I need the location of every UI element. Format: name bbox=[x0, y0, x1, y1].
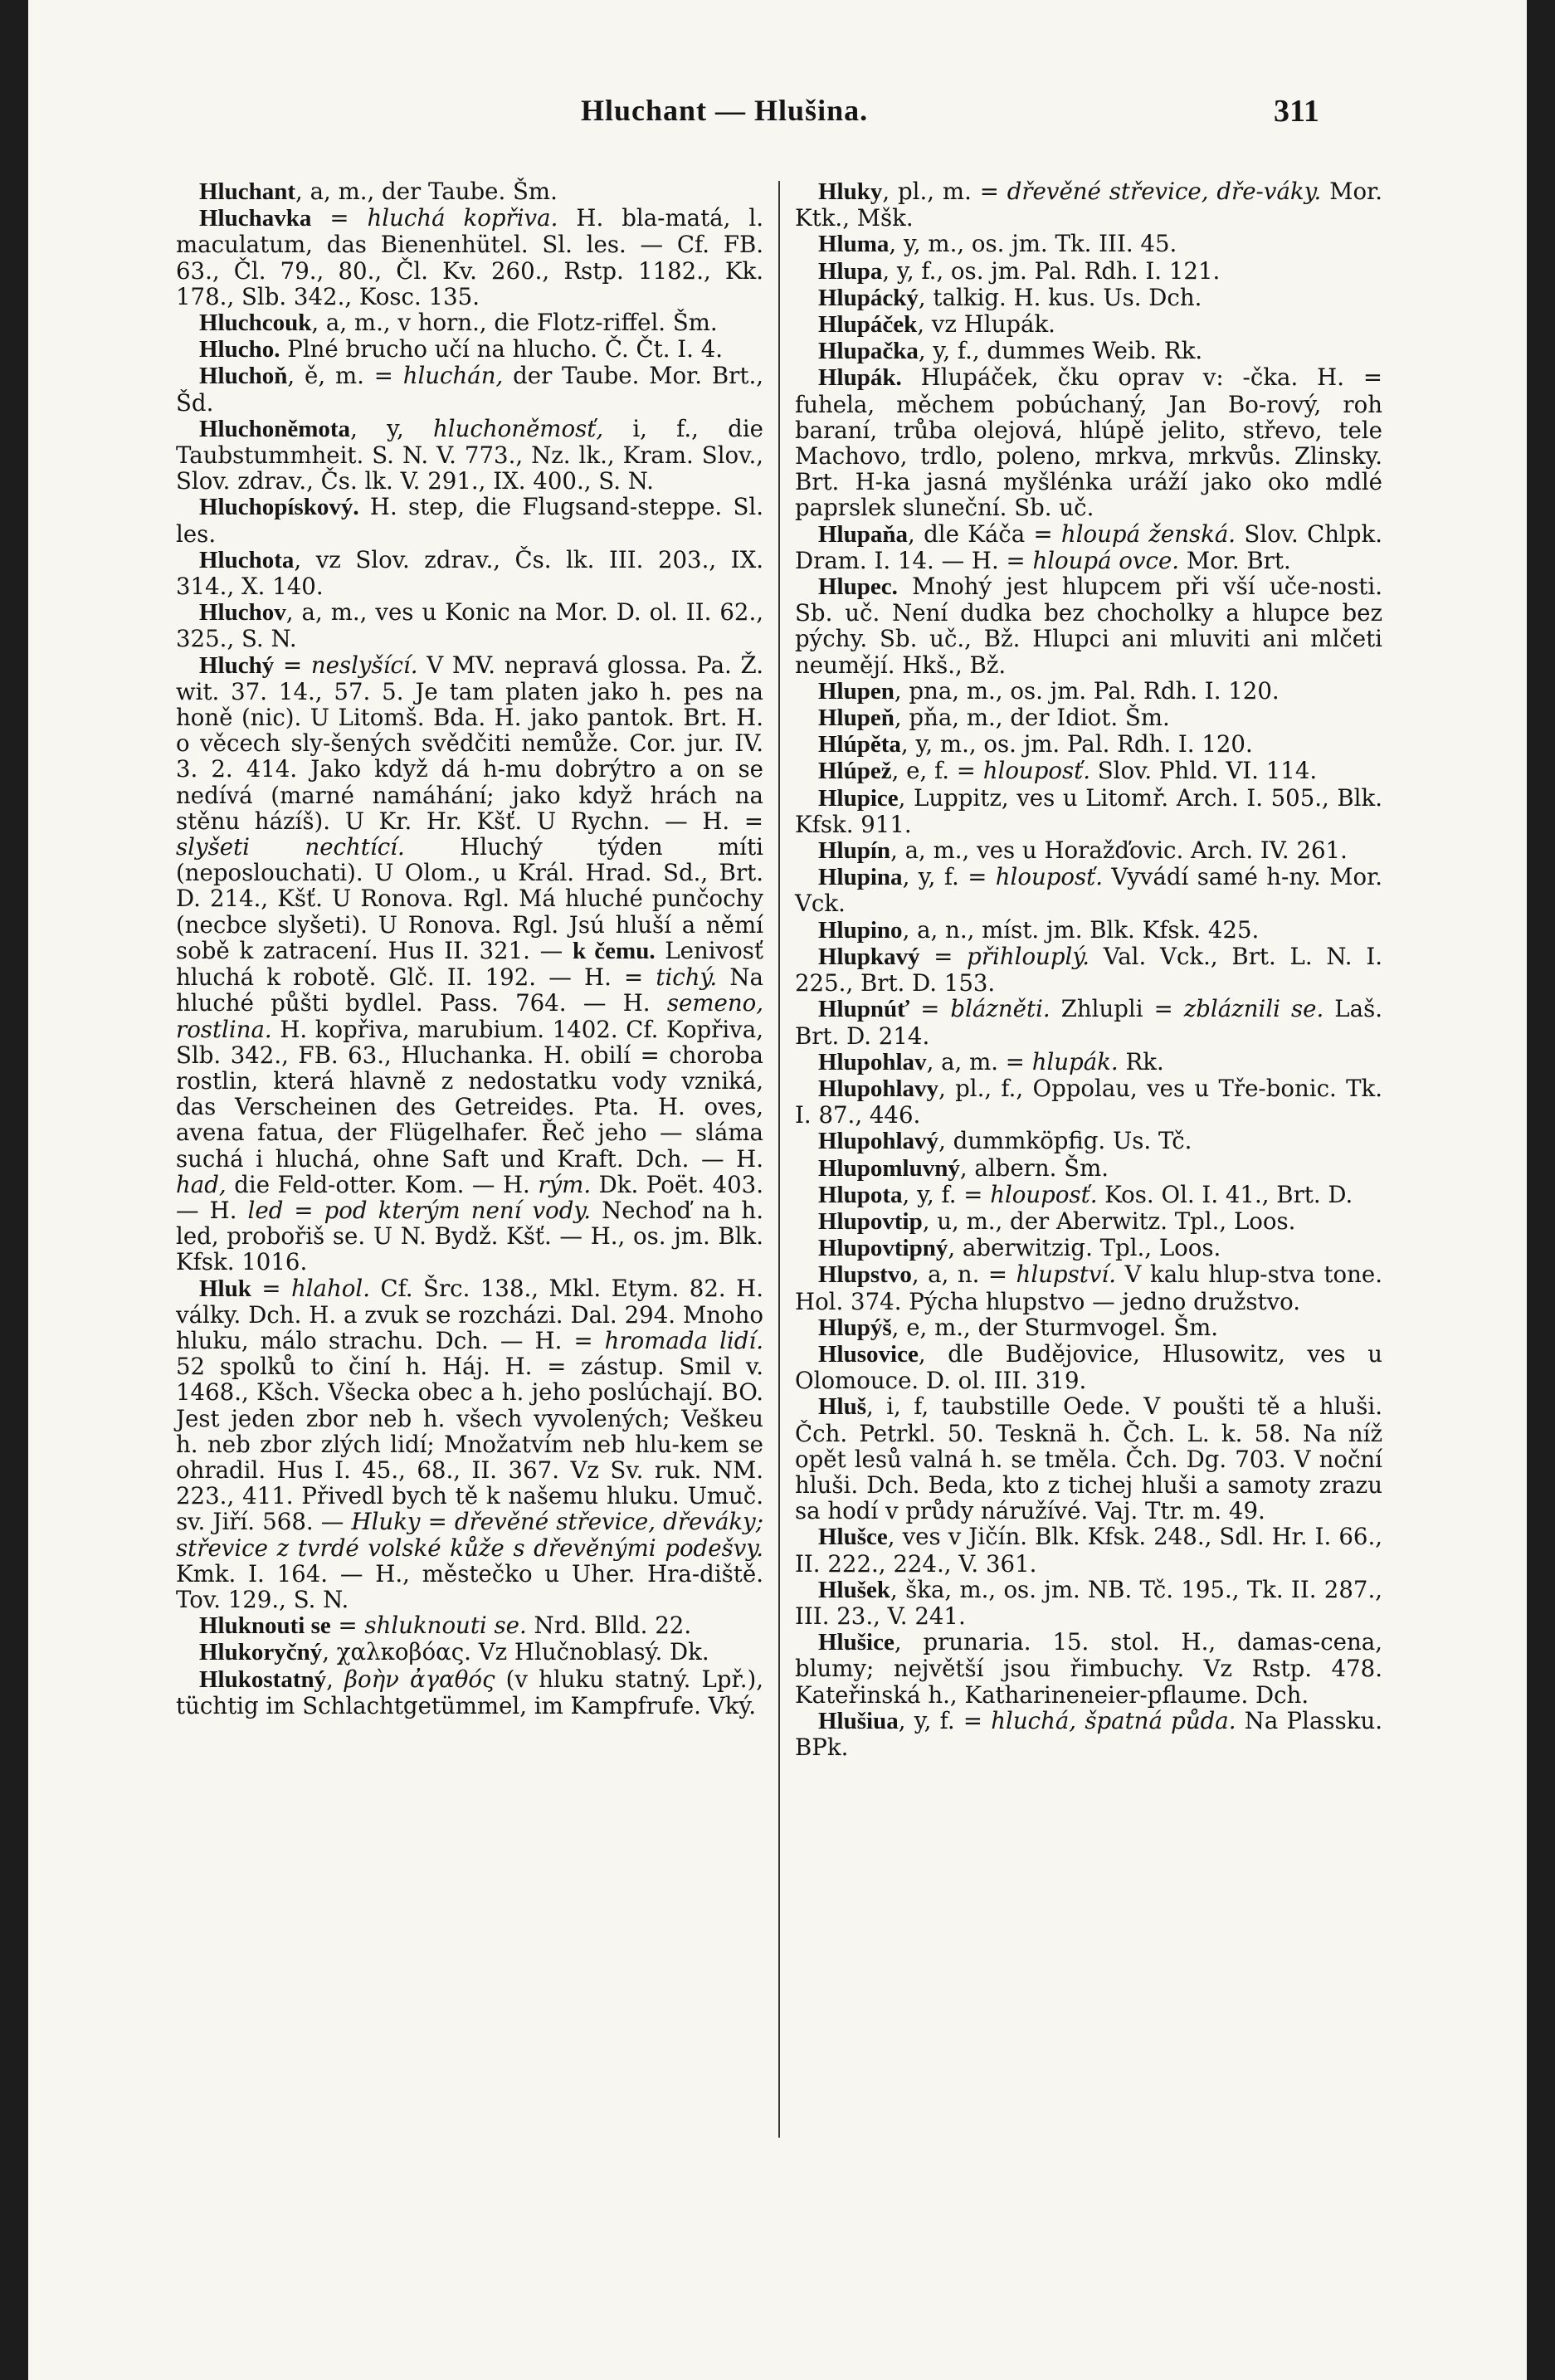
headword: k čemu. bbox=[572, 937, 656, 964]
italic-gloss: hluchá kopřiva. bbox=[367, 204, 558, 232]
italic-gloss: slyšeti nechtící. bbox=[176, 833, 405, 861]
entry-text: , albern. Šm. bbox=[959, 1153, 1109, 1182]
headword: Hlupácký bbox=[818, 284, 919, 311]
dictionary-entry bbox=[795, 731, 1382, 758]
dictionary-entry bbox=[176, 1639, 763, 1666]
headword: Hlúpež bbox=[818, 758, 892, 785]
dictionary-entry bbox=[795, 1708, 1382, 1760]
italic-gloss: Hluky = dřevěné střevice, dřeváky; střevice z tvrdé volské kůže s dřevěnými podešvy. bbox=[176, 1508, 763, 1562]
entry-text: Mor. Ktk., Mšk. bbox=[795, 178, 1382, 232]
page-number: 311 bbox=[1274, 94, 1319, 129]
entry-text: V kalu hlup-stva tone. Hol. 374. Pýcha hlupstvo — jedno družstvo. bbox=[795, 1261, 1382, 1315]
headword: Hluky bbox=[818, 178, 883, 205]
dictionary-entry bbox=[795, 1235, 1382, 1261]
italic-gloss: hlahol. bbox=[290, 1274, 370, 1302]
right-column bbox=[795, 178, 1382, 1760]
dictionary-entry bbox=[795, 758, 1382, 784]
entry-text: (v hluku statný. Lpř.), tüchtig im Schlachtgetümmel, im Kampfrufe. Vký. bbox=[176, 1665, 763, 1719]
entry-text: Hlupáček, čku oprav v: -čka. H. = fuhela, měchem pobúchaný, Jan Bo-rový, roh baraní, trůba olejová, hlúpě jelito, střevo, tele Machovo, trdlo, poleno, mrkva, mrkvůs. Zlinsky. Brt. H-ka jasná myšlénka uráží jako oko mdlé paprslek sluneční. Sb. uč. bbox=[795, 363, 1382, 522]
headword: Hlupa bbox=[818, 257, 883, 285]
entry-text: , a, m., ves u Horažďovic. Arch. IV. 261. bbox=[890, 836, 1348, 865]
running-head: Hluchant — Hlušina. bbox=[581, 94, 869, 127]
headword: Hlupák. bbox=[818, 364, 902, 392]
headword: Hlupstvo bbox=[818, 1261, 912, 1289]
dictionary-entry bbox=[795, 705, 1382, 731]
entry-text: H. step, die Flugsand-steppe. Sl. les. bbox=[176, 493, 763, 548]
headword: Hlušek bbox=[818, 1576, 891, 1603]
entry-text: Cf. Šrc. 138., Mkl. Etym. 82. H. války. Dch. H. a zvuk se rozcházi. Dal. 294. Mnoho hluku, málo strachu. Dch. — H. = bbox=[176, 1274, 763, 1354]
headword: Hlupín bbox=[818, 837, 891, 865]
dictionary-entry bbox=[795, 1075, 1382, 1128]
scan-border-left bbox=[0, 0, 28, 2380]
headword: Hluchota bbox=[199, 546, 295, 573]
italic-gloss: zbláznili se. bbox=[1183, 995, 1324, 1023]
headword: Hluchoněmota bbox=[199, 415, 351, 442]
headword: Hlucho. bbox=[199, 336, 280, 363]
dictionary-entry bbox=[176, 547, 763, 599]
entry-text: der Taube. Mor. Brt., Šd. bbox=[176, 362, 763, 417]
dictionary-entry bbox=[795, 1208, 1382, 1235]
entry-text: Vyvádí samé h-ny. Mor. Vck. bbox=[795, 863, 1382, 918]
headword: Hlusovice bbox=[818, 1340, 919, 1368]
headword: Hluchopískový. bbox=[199, 494, 359, 521]
entry-text: , dummköpfig. Us. Tč. bbox=[938, 1127, 1192, 1155]
italic-gloss: semeno, rostlina. bbox=[176, 989, 763, 1043]
entry-text: Nechoď na h. led, probořiš se. U N. Bydž. Kšť. — H., os. jm. Blk. Kfsk. 1016. bbox=[176, 1196, 763, 1276]
headword: Hlupino bbox=[818, 916, 903, 944]
dictionary-entry bbox=[795, 573, 1382, 678]
entry-text: Rk. bbox=[1118, 1047, 1164, 1075]
entry-text: , y, bbox=[350, 414, 433, 442]
headword: Hlúpěta bbox=[818, 731, 901, 758]
dictionary-entry bbox=[176, 363, 763, 415]
entry-text: Dk. Poët. 403. — H. bbox=[176, 1170, 763, 1224]
entry-text: , y, m., os. jm. Pal. Rdh. I. 120. bbox=[900, 730, 1253, 758]
entry-text: , bbox=[326, 1665, 345, 1693]
dictionary-entry bbox=[795, 1629, 1382, 1708]
entry-text: , a, n., míst. jm. Blk. Kfsk. 425. bbox=[902, 915, 1260, 944]
entry-text: , a, m. = bbox=[926, 1047, 1032, 1075]
italic-gloss: tichý. bbox=[656, 963, 718, 992]
italic-gloss: shluknouti se. bbox=[364, 1612, 527, 1640]
headword: Hlupnúť bbox=[818, 996, 910, 1023]
entry-text: Hluchý týden míti (neposlouchati). U Olom., u Král. Hrad. Sd., Brt. D. 214., Kšť. U Ronova. Rgl. Má hluché punčochy (necbce slyšeti). U Ronova. Rgl. Jsú hluší a něm​í sobě k zatracení. Hus II. 321. — bbox=[176, 833, 763, 964]
italic-gloss: hluchá, špatná půda. bbox=[991, 1706, 1236, 1734]
italic-gloss: hlouposť. bbox=[990, 1180, 1098, 1208]
headword: Hlupaňa bbox=[818, 520, 908, 548]
entry-text: = bbox=[909, 995, 951, 1023]
dictionary-entry bbox=[795, 1128, 1382, 1154]
entry-text: , pl., m. = bbox=[882, 178, 1007, 205]
italic-gloss: had, bbox=[176, 1170, 227, 1198]
entry-text: , y, f., os. jm. Pal. Rdh. I. 121. bbox=[882, 256, 1221, 285]
dictionary-entry bbox=[795, 996, 1382, 1048]
scan-border-right bbox=[1527, 0, 1555, 2380]
headword: Hlupomluvný bbox=[818, 1154, 960, 1182]
dictionary-entry bbox=[795, 285, 1382, 311]
entry-text: , vz Slov. zdrav., Čs. lk. III. 203., IX. 314., X. 140. bbox=[176, 545, 763, 601]
entry-text: , dle Káča = bbox=[908, 519, 1061, 548]
dictionary-entry bbox=[176, 1275, 763, 1613]
dictionary-entry bbox=[795, 1314, 1382, 1341]
entry-text: die Feld-otter. Kom. — H. bbox=[226, 1170, 539, 1198]
entry-text: Laš. Brt. D. 214. bbox=[795, 995, 1383, 1050]
headword: Hlupina bbox=[818, 864, 903, 891]
italic-gloss: βοὴν ἀγαθός bbox=[344, 1665, 495, 1693]
italic-gloss: hloupá ženská. bbox=[1060, 519, 1236, 548]
italic-gloss: hlouposť. bbox=[982, 757, 1090, 785]
entry-text: , a, n. = bbox=[911, 1261, 1016, 1289]
entry-text: V MV. nepravá glossa. Pa. Ž. wit. 37. 14., 57. 5. Je tam platen jako h. pes na honě (nic). U Litomš. Bda. H. jako pantok. Brt. H. o věcech sly-šených svědčiti nemůže. Cor. jur. IV. 3. 2. 414. Jako když dá h-mu dobrýtro a on se nedívá (marné namáhání; jako když hrách na stěnu házíš). U Kr. Hr. Kšť. U Rychn. — H. = bbox=[176, 651, 763, 835]
headword: Hlupačka bbox=[818, 338, 919, 365]
headword: Hlupohlavý bbox=[818, 1128, 939, 1155]
entry-text: = bbox=[311, 204, 368, 232]
headword: Hluchant bbox=[199, 178, 296, 205]
dictionary-entry bbox=[795, 944, 1382, 996]
entry-text: = bbox=[274, 651, 311, 679]
headword: Hlušiua bbox=[818, 1707, 899, 1734]
entry-text: Mnohý jest hlupcem při vší uče-nosti. Sb. uč. Není dudka bez chocholky a hlupce bez pýchy. Sb. uč., Bž. Hlupci ani mluviti ani mlčeti neumějí. Hkš., Bž. bbox=[795, 573, 1382, 679]
entry-text: H. kopřiva, marubium. 1402. Cf. Kopřiva, Slb. 342., FB. 63., Hluchanka. H. obilí = choroba rostlin, která hlavně z nedostatku vody vzniká, das Verscheinen des Getreides. Pta. H. oves, avena fatua, der Flügelhafer. Řeč jeho — sláma suchá i hluchá, ohne Saft und Kraft. Dch. — H. bbox=[176, 1015, 763, 1173]
headword: Hluchý bbox=[199, 651, 275, 679]
headword: Hluchcouk bbox=[199, 310, 312, 337]
italic-gloss: hlouposť. bbox=[995, 863, 1104, 891]
dictionary-entry bbox=[795, 311, 1382, 338]
entry-text: , u, m., der Aberwitz. Tpl., Loos. bbox=[922, 1207, 1296, 1235]
dictionary-entry bbox=[176, 178, 763, 205]
entry-text: , χαλκοβόας. Vz Hlučnoblasý. Dk. bbox=[322, 1638, 709, 1666]
dictionary-entry bbox=[176, 599, 763, 651]
entry-text: , y, f. = bbox=[902, 1180, 991, 1208]
entry-text: , ě, m. = bbox=[287, 362, 403, 390]
dictionary-entry bbox=[176, 1612, 763, 1639]
dictionary-entry bbox=[795, 785, 1382, 837]
dictionary-entry bbox=[795, 837, 1382, 864]
entry-text: , prunaria. 15. stol. H., damas-cena, blumy; největší jsou řimbuchy. Vz Rstp. 478. Kateřinská h., Katharineneier-pflaume. Dch. bbox=[795, 1628, 1382, 1709]
italic-gloss: neslyšící. bbox=[310, 651, 418, 679]
dictionary-entry bbox=[795, 231, 1382, 257]
entry-text: , pna, m., os. jm. Pal. Rdh. I. 120. bbox=[894, 676, 1280, 705]
headword: Hlupec. bbox=[818, 573, 898, 601]
dictionary-entry bbox=[176, 1666, 763, 1719]
headword: Hlupkavý bbox=[818, 943, 920, 970]
entry-text: Val. Vck., Brt. L. N. I. 225., Brt. D. 153. bbox=[795, 942, 1382, 997]
entry-text: Mor. Brt. bbox=[1179, 546, 1291, 574]
entry-text: H. bla-matá, l. maculatum, das Bienenhütel. Sl. les. — Cf. FB. 63., Čl. 79., 80., Čl. Kv. 260., Rstp. 1182., Kk. 178., Slb. 342., Kosc. 135. bbox=[176, 204, 763, 310]
headword: Hluchoň bbox=[199, 363, 288, 390]
italic-gloss: hlupství. bbox=[1016, 1261, 1117, 1289]
italic-gloss: hromada lidí. bbox=[604, 1326, 763, 1354]
entry-text: , pňa, m., der Idiot. Šm. bbox=[894, 704, 1170, 732]
entry-text: i, f., die Taubstummheit. S. N. V. 773., Nz. lk., Kram. Slov., Slov. zdrav., Čs. lk. V. 291., IX. 400., S. N. bbox=[176, 414, 763, 495]
entry-text: , e, f. = bbox=[891, 757, 983, 785]
dictionary-entry bbox=[795, 864, 1382, 916]
italic-gloss: dřevěné střevice, dře-váky. bbox=[1007, 178, 1322, 205]
entry-text: = bbox=[330, 1612, 365, 1640]
entry-text: , y, f. = bbox=[902, 863, 996, 891]
headword: Hluknouti se bbox=[199, 1612, 331, 1640]
entry-text: , vz Hlupák. bbox=[917, 310, 1055, 339]
entry-text: , dle Budějovice, Hlusowitz, ves u Olomouce. D. ol. III. 319. bbox=[795, 1339, 1382, 1395]
italic-gloss: hluchán, bbox=[402, 362, 504, 390]
italic-gloss: hlupák. bbox=[1031, 1047, 1119, 1075]
entry-text: , a, m., der Taube. Šm. bbox=[295, 178, 558, 205]
dictionary-entry bbox=[795, 1577, 1382, 1629]
dictionary-entry bbox=[795, 1182, 1382, 1208]
entry-text: Zhlupli = bbox=[1050, 995, 1184, 1023]
dictionary-entry bbox=[795, 521, 1382, 573]
entry-text: Na Plassku. BPk. bbox=[795, 1706, 1382, 1761]
entry-text: Plné brucho učí na hlucho. Č. Čt. I. 4. bbox=[280, 335, 724, 363]
dictionary-entry bbox=[176, 205, 763, 310]
headword: Hlupice bbox=[818, 784, 899, 812]
column-divider bbox=[778, 181, 780, 2138]
headword: Hlupovtipný bbox=[818, 1235, 948, 1262]
dictionary-entry bbox=[795, 1261, 1382, 1314]
dictionary-entry bbox=[795, 1393, 1382, 1524]
dictionary-entry bbox=[795, 1049, 1382, 1075]
entry-text: Slov. Chlpk. Dram. I. 14. — H. = bbox=[795, 519, 1382, 574]
headword: Hlupohlavy bbox=[818, 1075, 939, 1102]
entry-text: , a, m., v horn., die Flotz-riffel. Šm. bbox=[311, 309, 718, 337]
headword: Hlušice bbox=[818, 1629, 894, 1656]
headword: Hluchov bbox=[199, 599, 286, 627]
entry-text: = bbox=[251, 1274, 291, 1302]
dictionary-entry bbox=[176, 494, 763, 546]
dictionary-entry bbox=[795, 258, 1382, 285]
headword: Hluchavka bbox=[199, 205, 312, 232]
headword: Hlukoryčný bbox=[199, 1639, 323, 1666]
headword: Hlupáček bbox=[818, 311, 918, 339]
entry-text: , y, f., dummes Weib. Rk. bbox=[918, 337, 1203, 365]
headword: Hlupen bbox=[818, 677, 894, 705]
entry-text: , e, m., der Sturmvogel. Šm. bbox=[891, 1313, 1219, 1341]
dictionary-entry bbox=[795, 1524, 1382, 1576]
dictionary-entry bbox=[795, 917, 1382, 944]
headword: Hlukostatný bbox=[199, 1666, 327, 1693]
italic-gloss: hloupá ovce. bbox=[1032, 546, 1180, 574]
headword: Hlupýš bbox=[818, 1314, 892, 1341]
entry-text: , talkig. H. kus. Us. Dch. bbox=[918, 283, 1202, 311]
entry-text: , y, f. = bbox=[898, 1706, 992, 1734]
entry-text: , a, m., ves u Konic na Mor. D. ol. II. 62., 325., S. N. bbox=[176, 598, 763, 653]
italic-gloss: hluchoněmosť, bbox=[433, 414, 604, 442]
italic-gloss: led = pod kterým není vody. bbox=[247, 1196, 592, 1224]
entry-text: Kos. Ol. I. 41., Brt. D. bbox=[1097, 1180, 1353, 1208]
italic-gloss: blázněti. bbox=[950, 995, 1050, 1023]
entry-text: 52 spolků to činí h. Háj. H. = zástup. Smil v. 1468., Kšch. Všecka obec a h. jeho poslúchají. BO. Jest jeden zbor neb h. všech vyvolených; Veškeu h. neb zbor zlých lidí; Množatvím neb hlu-kem se ohradil. Hus I. 45., 68., II. 367. Vz Sv. ruk. NM. 223., 411. Přivedl bych tě k našemu hluku. Umuč. sv. Jiří. 568. — bbox=[176, 1353, 763, 1536]
entry-text: , Luppitz, ves u Litomř. Arch. I. 505., Blk. Kfsk. 911. bbox=[795, 783, 1382, 838]
italic-gloss: rým. bbox=[538, 1170, 592, 1198]
dictionary-entry bbox=[795, 178, 1382, 231]
left-column bbox=[176, 178, 763, 1719]
dictionary-entry bbox=[795, 678, 1382, 705]
headword: Hlupovtip bbox=[818, 1207, 923, 1235]
headword: Hluma bbox=[818, 231, 890, 258]
entry-text: Nrd. Blld. 22. bbox=[526, 1612, 692, 1640]
dictionary-entry bbox=[795, 364, 1382, 520]
dictionary-entry bbox=[795, 1155, 1382, 1182]
dictionary-entry bbox=[176, 652, 763, 1275]
dictionary-entry bbox=[176, 336, 763, 363]
entry-text: Na hluché půšti bydlel. Pass. 764. — H. bbox=[176, 963, 763, 1017]
entry-text: Lenivosť hluchá k robotě. Glč. II. 192. — H. = bbox=[176, 936, 763, 992]
headword: Hlupohlav bbox=[818, 1048, 927, 1075]
headword: Hluk bbox=[199, 1275, 251, 1302]
entry-text: , y, m., os. jm. Tk. III. 45. bbox=[889, 230, 1177, 258]
entry-text: Slov. Phld. VI. 114. bbox=[1090, 757, 1318, 785]
entry-text: , i, f, taubstille Oede. V poušti tě a hluši. Čch. Petrkl. 50. Tesknä h. Čch. L. k. 58. Na níž opět lesů valná h. se tměla. Čch. Dg. 703. V noční hluši. Dch. Beda, kto z tichej hluši a samoty zrazu sa hodí v průdy náružívé. Vaj. Ttr. m. 49. bbox=[795, 1392, 1382, 1525]
entry-text: = bbox=[919, 942, 968, 970]
entry-text: , ška, m., os. jm. NB. Tč. 195., Tk. II. 287., III. 23., V. 241. bbox=[795, 1575, 1382, 1630]
headword: Hluš bbox=[818, 1393, 867, 1421]
entry-text: , aberwitzig. Tpl., Loos. bbox=[948, 1234, 1221, 1262]
headword: Hlupota bbox=[818, 1181, 903, 1208]
entry-text: , ves v Jičín. Blk. Kfsk. 248., Sdl. Hr. I. 66., II. 222., 224., V. 361. bbox=[795, 1523, 1382, 1578]
dictionary-entry bbox=[795, 338, 1382, 364]
headword: Hlupeň bbox=[818, 705, 894, 732]
dictionary-entry bbox=[795, 1341, 1382, 1393]
dictionary-entry bbox=[176, 416, 763, 495]
italic-gloss: přihlouplý. bbox=[967, 942, 1090, 970]
dictionary-entry bbox=[176, 310, 763, 336]
entry-text: Kmk. I. 164. — H., městečko u Uher. Hra-diště. Tov. 129., S. N. bbox=[176, 1559, 763, 1613]
headword: Hlušce bbox=[818, 1524, 888, 1551]
entry-text: , pl., f., Oppolau, ves u Tře-bonic. Tk. I. 87., 446. bbox=[795, 1074, 1382, 1129]
